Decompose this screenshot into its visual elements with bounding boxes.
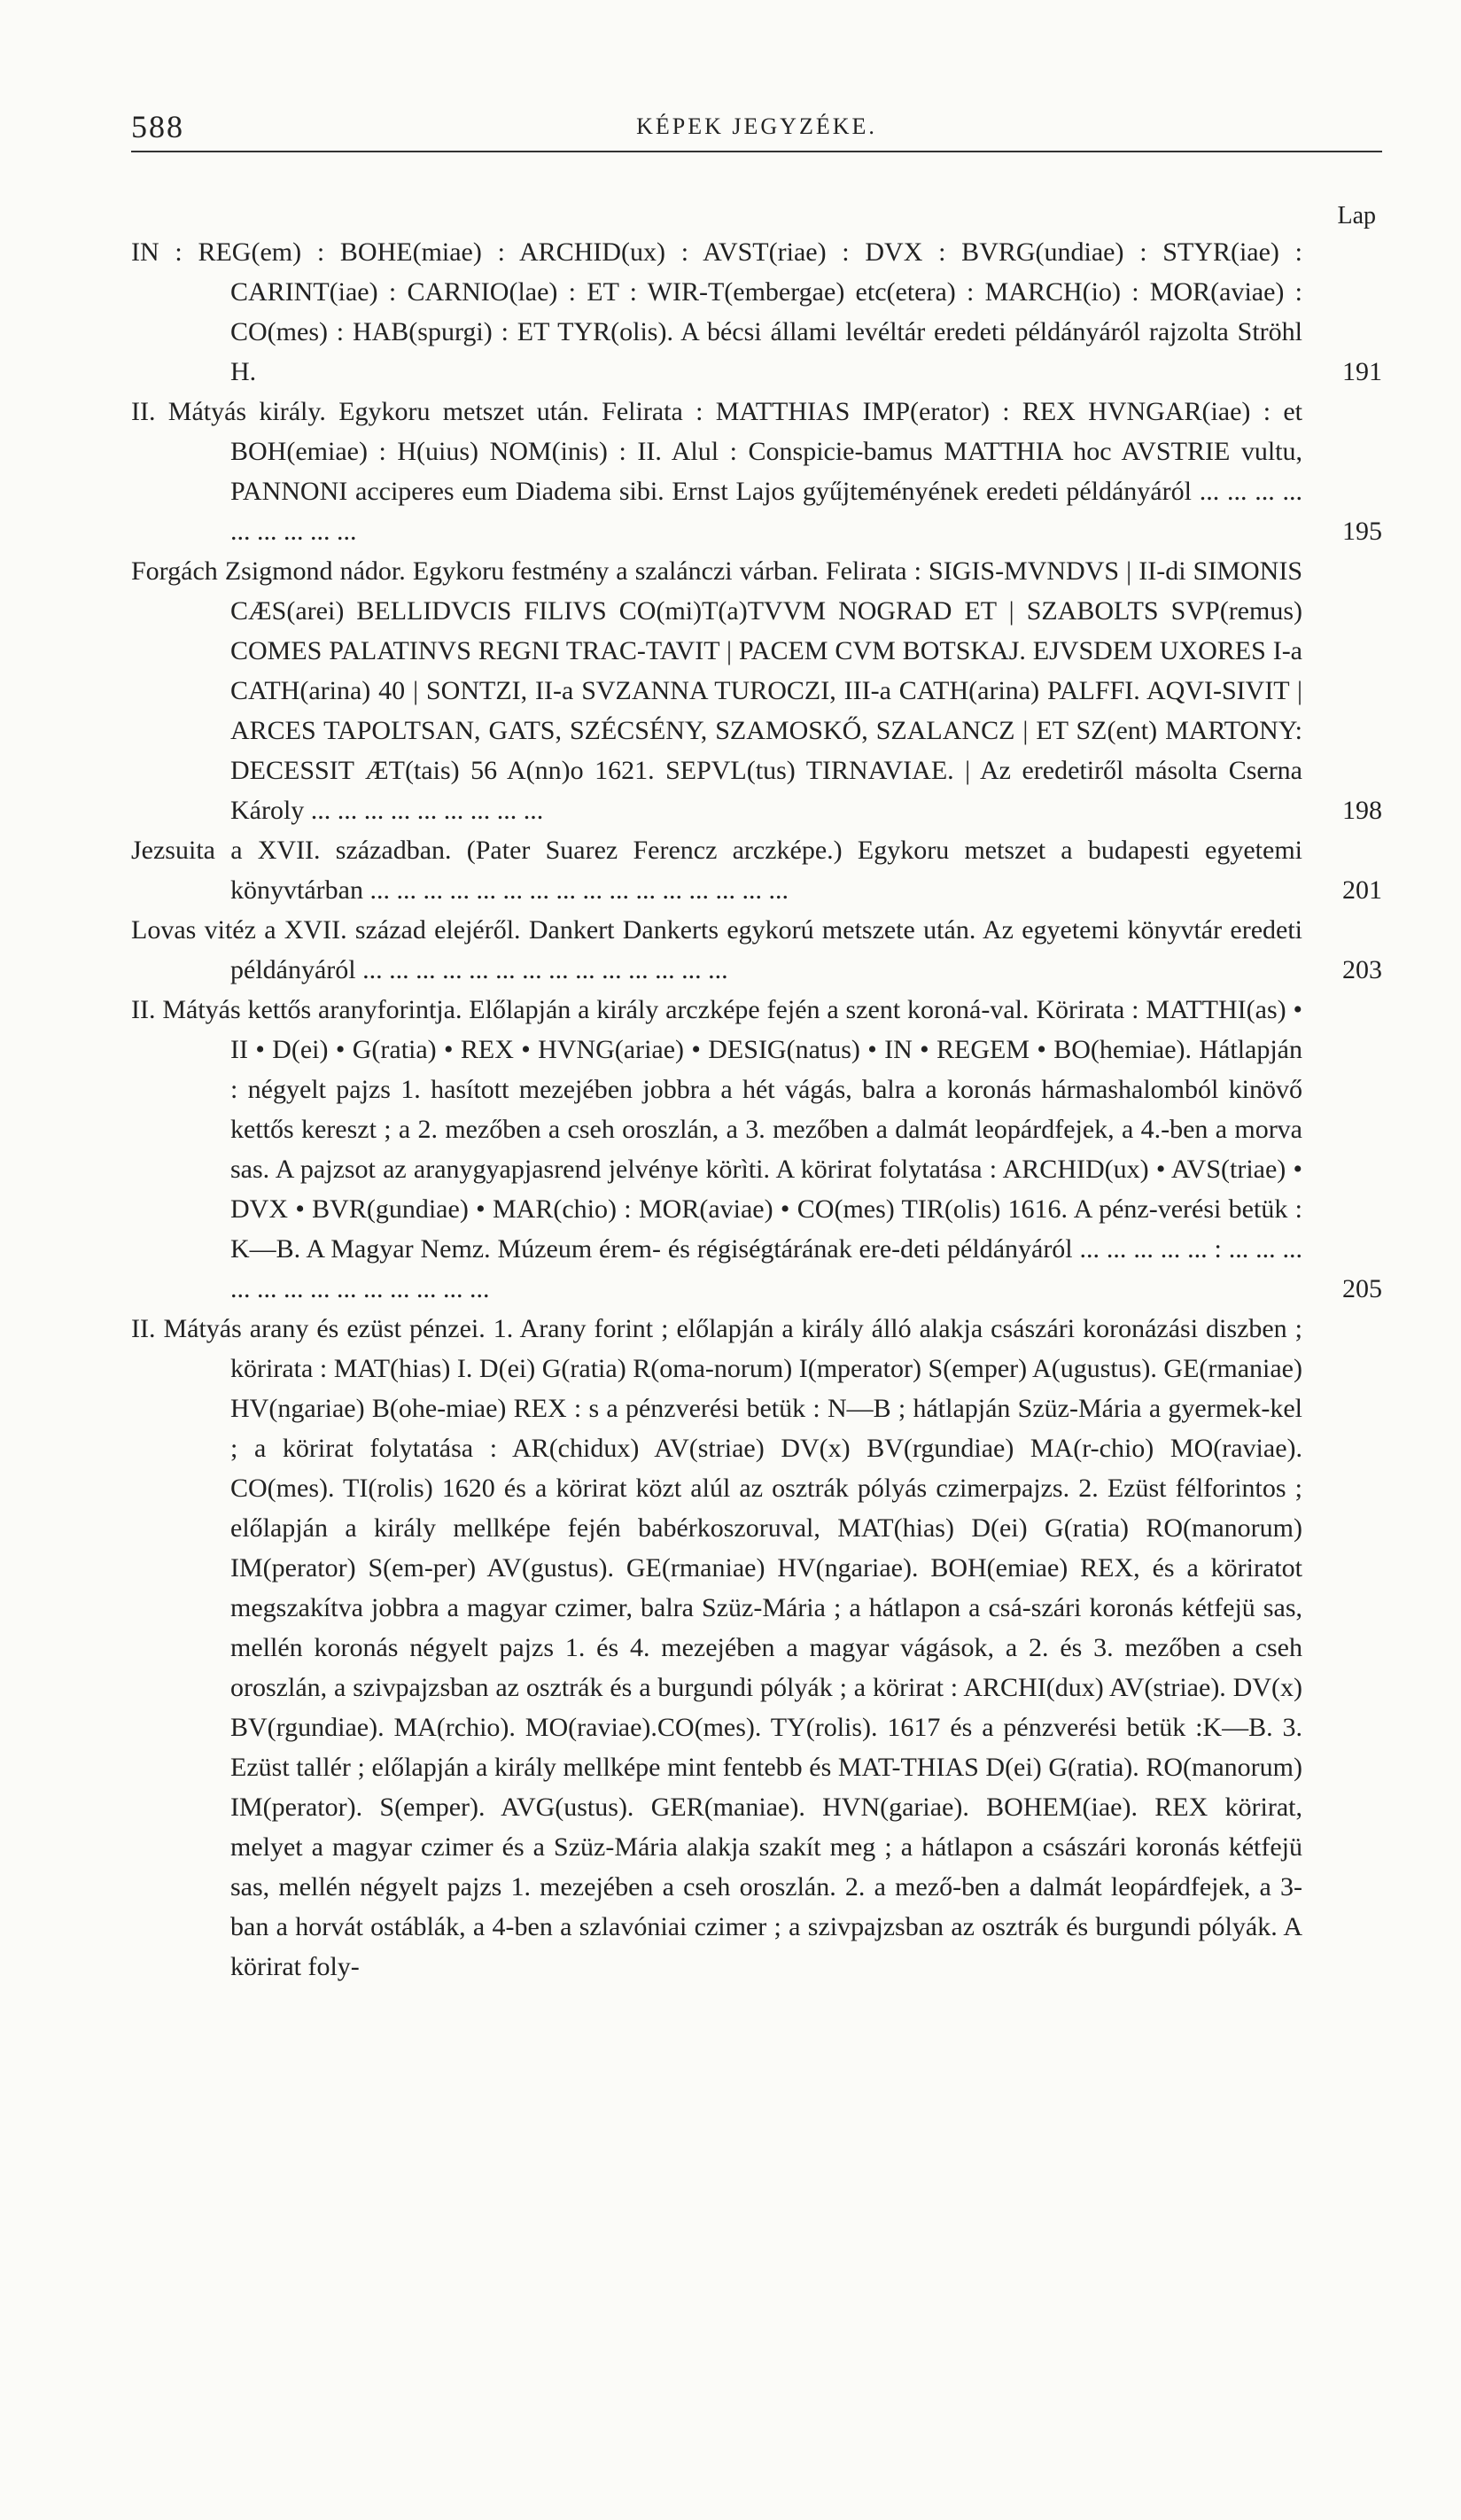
entry-text: II. Mátyás arany és ezüst pénzei. 1. Arany forint ; előlapján a király álló alakja császári koronázási diszben ; körirata : MAT(hias) I. D(ei) G(ratia) R(oma-norum) I(mperator) S(emper) A(ugustus). GE(rmaniae) HV(ngariae) B(ohe-miae) REX : s a pénzverési betük : N—B ; hátlapján Szüz-Mária a gyermek-kel ; a körirat folytatása : AR(chidux) AV(striae) DV(x) BV(rgundiae) MA(r-chio) MO(raviae). CO(mes). TI(rolis) 1620 és a körirat közt alúl az osztrák pólyás czimerpajzs. 2. Ezüst félforintos ; előlapján a király mellképe fején babérkoszoruval, MAT(hias) D(ei) G(ratia) RO(manorum) IM(perator) S(em-per) AV(gustus). GE(rmaniae) HV(ngariae). BOH(emiae) REX, és a köriratot megszakítva jobbra a magyar czimer, balra Szüz-Mária ; a hátlapon a csá-szári koronás kétfejü sas, mellén koronás négyelt pajzs 1. és 4. mezejében a magyar vágások, a 2. és 3. mezőben a cseh oroszlán, a szivpajzsban az osztrák és a burgundi pólyák ; a körirat : ARCHI(dux) AV(striae). DV(x) BV(rgundiae). MA(rchio). MO(raviae).CO(mes). TY(rolis). 1617 és a pénzverési betük :K—B. 3. Ezüst tallér ; előlapján a király mellképe mint fentebb és MAT-THIAS D(ei) G(ratia). RO(manorum) IM(perator). S(emper). AVG(ustus). GER(maniae). HVN(gariae). BOHEM(iae). REX körirat, melyet a magyar czimer és a Szüz-Mária alakja szakít meg ; a hátlapon a császári koronás kétfejü sas, mellén négyelt pajzs 1. mezejében a cseh oroszlán. 2. a mező-ben a dalmát leopárdfejek, a 3-ban a horvát ostáblák, a 4-ben a szlavóniai czimer ; a szivpajzsban az osztrák és burgundi pólyák. A körirat foly-: [131, 1314, 1302, 1981]
entry-text: Lovas vitéz a XVII. század elejéről. Dankert Dankerts egykorú metszete után. Az egyetemi könyvtár eredeti példányáról ... ... ... ... ... ... ... ... ... ... ... ... ... ...: [131, 915, 1302, 984]
entry-text: II. Mátyás király. Egykoru metszet után. Felirata : MATTHIAS IMP(erator) : REX HVNGAR(iae) : et BOH(emiae) : H(uius) NOM(inis) : II. Alul : Conspicie-bamus MATTHIA hoc AVSTRIE vultu, PANNONI acciperes eum Diadema sibi. Ernst Lajos gyűjteményének eredeti példányáról ... ... ... ... ... ... ... ... ...: [131, 397, 1302, 546]
entry-page-number: 203: [1342, 955, 1382, 984]
list-entry: [131, 392, 1382, 551]
entry-text: IN : REG(em) : BOHE(miae) : ARCHID(ux) : AVST(riae) : DVX : BVRG(undiae) : STYR(iae) : CARINT(iae) : CARNIO(lae) : ET : WIR-T(embergae) etc(etera) : MARCH(io) : MOR(aviae) : CO(mes) : HAB(spurgi) : ET TYR(olis). A bécsi állami levéltár eredeti példányáról rajzolta Ströhl H.: [131, 237, 1302, 386]
page-column-label: Lap: [1337, 202, 1376, 229]
list-entry: [131, 551, 1382, 830]
running-title: KÉPEK JEGYZÉKE.: [636, 113, 877, 139]
list-entry: [131, 1309, 1382, 1987]
entry-page-number: 205: [1342, 1274, 1382, 1303]
entry-text: II. Mátyás kettős aranyforintja. Előlapján a király arczképe fején a szent koroná-val. Körirata : MATTHI(as) • II • D(ei) • G(ratia) • REX • HVNG(ariae) • DESIG(natus) • IN • REGEM • BO(hemiae). Hátlapján : négyelt pajzs 1. hasított mezejében jobbra a hét vágás, balra a koronás hármashalomból kinövő kettős kereszt ; a 2. mezőben a cseh oroszlán, a 3. mezőben a dalmát leopárdfejek, a 4.-ben a morva sas. A pajzsot az aranygyapjasrend jelvénye körìti. A körirat folytatása : ARCHID(ux) • AVS(triae) • DVX • BVR(gundiae) • MAR(chio) : MOR(aviae) • CO(mes) TIR(olis) 1616. A pénz-verési betük : K—B. A Magyar Nemz. Múzeum érem- és régiségtárának ere-deti példányáról ... ... ... ... ... : ... ... ... ... ... ... ... ... ... ... ... ... ...: [131, 995, 1302, 1303]
list-entry: [131, 990, 1382, 1309]
list-entry: [131, 910, 1382, 990]
entry-list: [131, 232, 1382, 1987]
entry-page-number: 198: [1342, 796, 1382, 825]
entry-text: Forgách Zsigmond nádor. Egykoru festmény a szalánczi várban. Felirata : SIGIS-MVNDVS | II-di SIMONIS CÆS(arei) BELLIDVCIS FILIVS CO(mi)T(a)TVVM NOGRAD ET | SZABOLTS SVP(remus) COMES PALATINVS REGNI TRAC-TAVIT | PACEM CVM BOTSKAJ. EJVSDEM UXORES I-a CATH(arina) 40 | SONTZI, II-a SVZANNA TUROCZI, III-a CATH(arina) PALFFI. AQVI-SIVIT | ARCES TAPOLTSAN, GATS, SZÉCSÉNY, SZAMOSKŐ, SZALANCZ | ET SZ(ent) MARTONY: DECESSIT ÆT(tais) 56 A(nn)o 1621. SEPVL(tus) TIRNAVIAE. | Az eredetiről másolta Cserna Károly ... ... ... ... ... ... ... ... ...: [131, 556, 1302, 825]
entry-text: Jezsuita a XVII. században. (Pater Suarez Ferencz arczképe.) Egykoru metszet a budapesti egyetemi könyvtárban ... ... ... ... ... ... ... ... ... ... ... ... ... ... ... ...: [131, 836, 1302, 905]
page-header: [131, 97, 1382, 152]
page-number: 588: [131, 109, 184, 144]
list-entry: [131, 830, 1382, 910]
entry-page-number: 191: [1342, 357, 1382, 386]
entry-page-number: 201: [1342, 875, 1382, 905]
list-entry: [131, 232, 1382, 392]
entry-page-number: 195: [1342, 517, 1382, 546]
